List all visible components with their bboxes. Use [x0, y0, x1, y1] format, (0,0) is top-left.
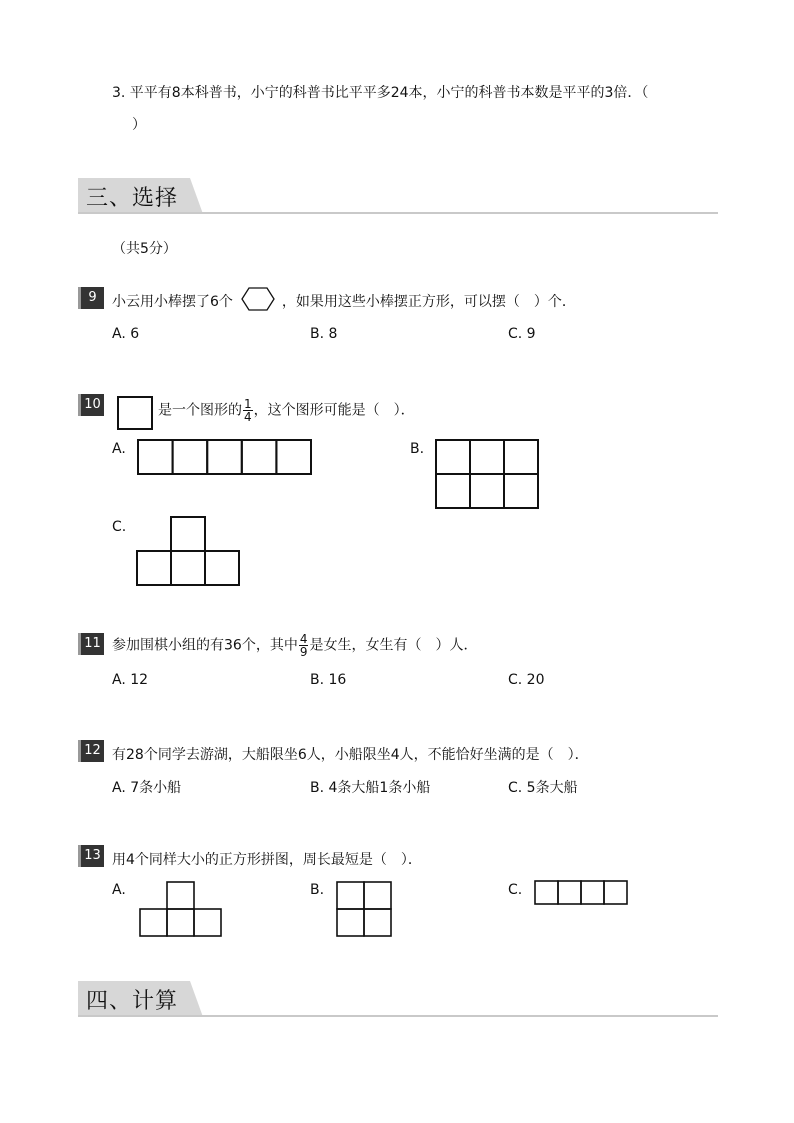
section-title: 四、计算 [86, 989, 179, 1014]
question-10-text-b: ，这个图形可能是（ ）． [253, 402, 415, 419]
q13-figure-c[interactable] [534, 880, 628, 906]
q10-option-a[interactable]: A. [112, 441, 126, 457]
q10-option-b[interactable]: B. [410, 441, 425, 457]
unit-square-figure [117, 396, 153, 430]
q13-option-b[interactable]: B. [310, 882, 325, 898]
q11-option-b[interactable]: B. 16 [310, 672, 347, 688]
judge-item-3-line2: ） [132, 117, 146, 133]
question-11-text-b: 是女生，女生有（ ）人． [309, 637, 478, 654]
question-9-text [112, 291, 576, 311]
q9-option-a[interactable]: A. 6 [112, 326, 140, 342]
q13-option-c[interactable]: C. [508, 882, 523, 898]
q13-figure-b[interactable] [336, 881, 392, 937]
q12-option-a[interactable]: A. 7条小船 [112, 780, 182, 796]
question-10-text-a: 是一个图形的 [158, 402, 242, 419]
question-number-11: 11 [78, 633, 104, 655]
question-11-text-a: 参加围棋小组的有36个，其中 [112, 637, 298, 654]
question-11-text [112, 633, 477, 658]
question-number-12: 12 [78, 740, 104, 762]
fraction-four-ninths: $\frac{4}{9}$ [299, 632, 308, 659]
question-number-13: 13 [78, 845, 104, 867]
q10-figure-b[interactable] [435, 439, 540, 509]
q12-option-c[interactable]: C. 5条大船 [508, 780, 578, 796]
section-header-calculation [78, 981, 718, 1017]
question-10-text [158, 398, 415, 423]
hexagon-icon [241, 287, 275, 311]
fraction-one-quarter: $\frac{1}{4}$ [244, 397, 252, 424]
question-9-text-a: 小云用小棒摆了6个 [112, 294, 233, 310]
section-title: 三、选择 [86, 186, 179, 211]
q11-option-a[interactable]: A. 12 [112, 672, 149, 688]
question-9-text-b: ，如果用这些小棒摆正方形，可以摆（ ）个． [281, 294, 576, 310]
q9-option-c[interactable]: C. 9 [508, 326, 536, 342]
question-13-text: 用4个同样大小的正方形拼图，周长最短是（ ）． [112, 852, 422, 868]
question-12-text: 有28个同学去游湖，大船限坐6人，小船限坐4人，不能恰好坐满的是（ ）． [112, 747, 589, 763]
section-header-choice [78, 178, 718, 214]
q9-option-b[interactable]: B. 8 [310, 326, 338, 342]
judge-item-3-line1: 3. 平平有8本科普书，小宁的科普书比平平多24本，小宁的科普书本数是平平的3倍．（ [112, 85, 649, 101]
q10-figure-a[interactable] [137, 439, 312, 475]
question-number-9: 9 [78, 287, 104, 309]
q10-option-c[interactable]: C. [112, 519, 127, 535]
section-score: （共5分） [112, 241, 177, 257]
q13-figure-a[interactable] [139, 881, 223, 937]
q12-option-b[interactable]: B. 4条大船1条小船 [310, 780, 431, 796]
q13-option-a[interactable]: A. [112, 882, 126, 898]
question-number-10: 10 [78, 394, 104, 416]
q11-option-c[interactable]: C. 20 [508, 672, 545, 688]
q10-figure-c[interactable] [136, 516, 242, 586]
